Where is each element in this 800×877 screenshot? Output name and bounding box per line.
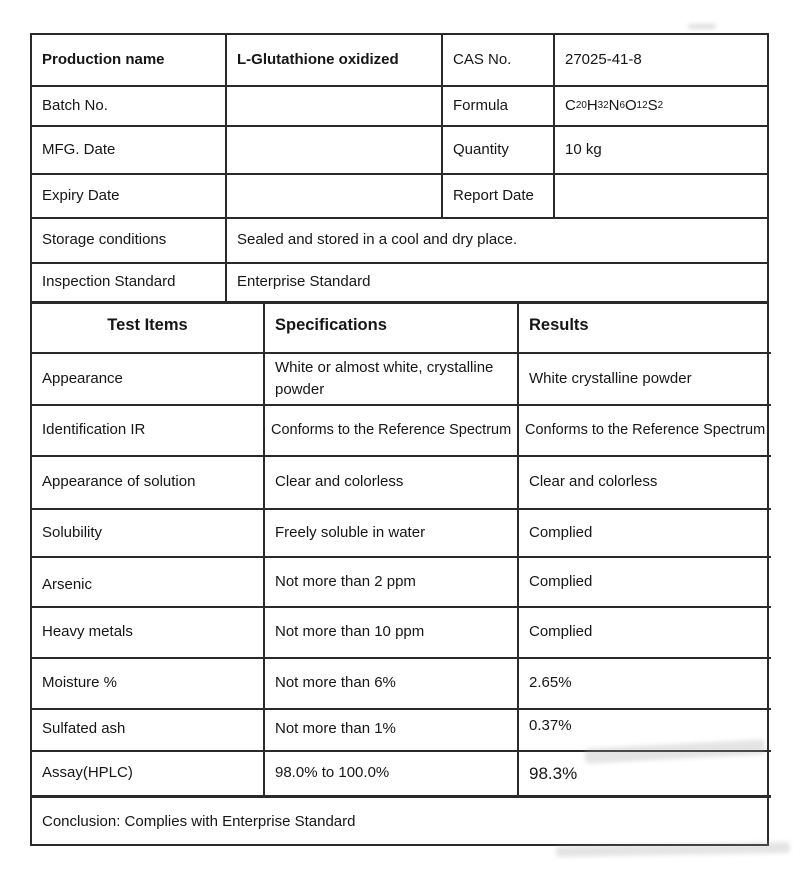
coa-table bbox=[30, 33, 769, 846]
test-item: Moisture % bbox=[32, 659, 265, 710]
test-spec: Not more than 10 ppm bbox=[265, 608, 519, 659]
test-spec: Freely soluble in water bbox=[265, 510, 519, 558]
expiry-date-label: Expiry Date bbox=[32, 175, 227, 219]
test-result: Complied bbox=[519, 608, 771, 659]
test-item: Heavy metals bbox=[32, 608, 265, 659]
test-spec: Clear and colorless bbox=[265, 457, 519, 510]
quantity-label: Quantity bbox=[443, 127, 555, 175]
test-item: Identification IR bbox=[32, 406, 265, 457]
specifications-header: Specifications bbox=[265, 304, 519, 354]
test-spec: White or almost white, crystalline powder bbox=[265, 354, 519, 406]
production-name-label: Production name bbox=[32, 35, 227, 87]
storage-conditions-value: Sealed and stored in a cool and dry place. bbox=[227, 219, 767, 264]
test-spec: Not more than 6% bbox=[265, 659, 519, 710]
production-name-value: L-Glutathione oxidized bbox=[227, 35, 443, 87]
test-result: 2.65% bbox=[519, 659, 771, 710]
mfg-date-label: MFG. Date bbox=[32, 127, 227, 175]
storage-conditions-label: Storage conditions bbox=[32, 219, 227, 264]
test-spec: Not more than 2 ppm bbox=[265, 558, 519, 608]
test-results-section bbox=[32, 304, 767, 798]
scan-artifact bbox=[688, 24, 716, 29]
batch-no-label: Batch No. bbox=[32, 87, 227, 127]
test-spec: 98.0% to 100.0% bbox=[265, 752, 519, 798]
batch-no-value bbox=[227, 87, 443, 127]
results-header: Results bbox=[519, 304, 771, 354]
test-item: Appearance of solution bbox=[32, 457, 265, 510]
inspection-standard-label: Inspection Standard bbox=[32, 264, 227, 304]
test-result: White crystalline powder bbox=[519, 354, 771, 406]
test-item: Appearance bbox=[32, 354, 265, 406]
report-date-value bbox=[555, 175, 767, 219]
cas-no-value: 27025-41-8 bbox=[555, 35, 767, 87]
test-item: Arsenic bbox=[32, 558, 265, 608]
test-result: 0.37% bbox=[519, 710, 771, 752]
product-info-section bbox=[32, 35, 767, 304]
cas-no-label: CAS No. bbox=[443, 35, 555, 87]
formula-value: C 20 H 32 N 6 O 12 S 2 bbox=[555, 87, 767, 127]
expiry-date-value bbox=[227, 175, 443, 219]
test-item: Assay(HPLC) bbox=[32, 752, 265, 798]
formula-label: Formula bbox=[443, 87, 555, 127]
test-result: 98.3% bbox=[519, 752, 771, 798]
test-result: Complied bbox=[519, 510, 771, 558]
test-spec: Not more than 1% bbox=[265, 710, 519, 752]
test-item: Sulfated ash bbox=[32, 710, 265, 752]
test-item: Solubility bbox=[32, 510, 265, 558]
test-result: Complied bbox=[519, 558, 771, 608]
quantity-value: 10 kg bbox=[555, 127, 767, 175]
test-result: Conforms to the Reference Spectrum bbox=[519, 406, 771, 457]
test-result: Clear and colorless bbox=[519, 457, 771, 510]
mfg-date-value bbox=[227, 127, 443, 175]
test-spec: Conforms to the Reference Spectrum bbox=[265, 406, 519, 457]
conclusion-text: Conclusion: Complies with Enterprise Standard bbox=[42, 812, 356, 830]
inspection-standard-value: Enterprise Standard bbox=[227, 264, 767, 304]
test-items-header: Test Items bbox=[32, 304, 265, 354]
conclusion-row bbox=[32, 798, 767, 844]
report-date-label: Report Date bbox=[443, 175, 555, 219]
